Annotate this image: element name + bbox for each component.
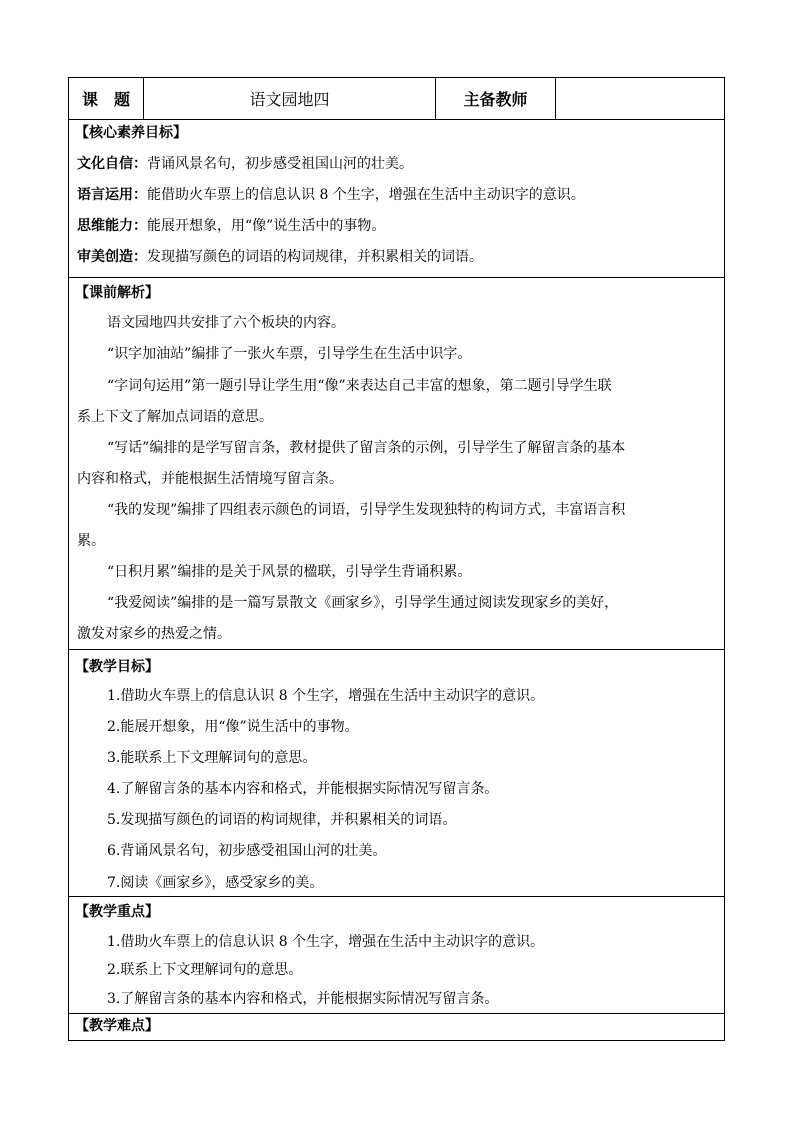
goal-item: 1.借助火车票上的信息认识 8 个生字，增强在生活中主动识字的意识。: [107, 688, 545, 704]
header-row: [69, 78, 724, 120]
goal-item: 6.背诵风景名句，初步感受祖国山河的壮美。: [107, 843, 387, 859]
key-points-section: [69, 896, 724, 1014]
goal-item: 7.阅读《画家乡》，感受家乡的美。: [107, 875, 324, 891]
lesson-plan-table: [68, 77, 725, 1041]
paragraph-line: “日积月累”编排的是关于风景的楹联，引导学生背诵积累。: [107, 564, 472, 580]
goal-item: 5.发现描写颜色的词语的构词规律，并积累相关的词语。: [107, 812, 457, 828]
teacher-label: 主备教师: [463, 90, 528, 109]
section-title: 【教学重点】: [75, 904, 159, 920]
section-title: 【核心素养目标】: [75, 125, 187, 141]
paragraph-line: “识字加油站”编排了一张火车票，引导学生在生活中识字。: [107, 346, 472, 362]
paragraph-line: 系上下文了解加点词语的意思。: [77, 409, 273, 425]
core-goal-item: 思维能力：能展开想象，用“像”说生活中的事物。: [77, 218, 386, 234]
key-point-item: 1.借助火车票上的信息认识 8 个生字，增强在生活中主动识字的意识。: [107, 934, 545, 950]
goal-item: 4.了解留言条的基本内容和格式，并能根据实际情况写留言条。: [107, 781, 499, 797]
key-point-item: 3.了解留言条的基本内容和格式，并能根据实际情况写留言条。: [107, 991, 499, 1007]
paragraph-line: 内容和格式，并能根据生活情境写留言条。: [77, 471, 343, 487]
difficulties-section: [69, 1013, 724, 1040]
teacher-value: [556, 78, 724, 119]
core-goal-item: 文化自信：背诵风景名句，初步感受祖国山河的壮美。: [77, 156, 413, 172]
topic-label: 课 题: [81, 90, 130, 109]
topic-value: 语文园地四: [249, 90, 330, 109]
core-goal-item: 语言运用：能借助火车票上的信息认识 8 个生字，增强在生活中主动识字的意识。: [77, 187, 585, 203]
section-title: 【教学目标】: [75, 659, 159, 675]
core-goals-section: [69, 119, 724, 278]
section-title: 【课前解析】: [75, 285, 159, 301]
paragraph-line: “我的发现”编排了四组表示颜色的词语，引导学生发现独特的构词方式，丰富语言积: [107, 502, 626, 518]
paragraph-line: “字词句运用”第一题引导让学生用“像”来表达自己丰富的想象，第二题引导学生联: [107, 378, 612, 394]
paragraph-line: “写话”编排的是学写留言条，教材提供了留言条的示例，引导学生了解留言条的基本: [107, 440, 626, 456]
goal-item: 2.能展开想象，用“像”说生活中的事物。: [107, 719, 359, 735]
paragraph-line: “我爱阅读”编排的是一篇写景散文《画家乡》，引导学生通过阅读发现家乡的美好，: [107, 595, 619, 611]
key-point-item: 2.联系上下文理解词句的意思。: [107, 962, 303, 978]
goal-item: 3.能联系上下文理解词句的意思。: [107, 750, 317, 766]
teaching-goals-section: [69, 649, 724, 897]
paragraph-line: 语文园地四共安排了六个板块的内容。: [107, 315, 345, 331]
paragraph-line: 激发对家乡的热爱之情。: [77, 626, 231, 642]
paragraph-line: 累。: [77, 533, 105, 549]
analysis-section: [69, 277, 724, 650]
core-goal-item: 审美创造：发现描写颜色的词语的构词规律，并积累相关的词语。: [77, 249, 483, 265]
section-title: 【教学难点】: [75, 1018, 159, 1034]
